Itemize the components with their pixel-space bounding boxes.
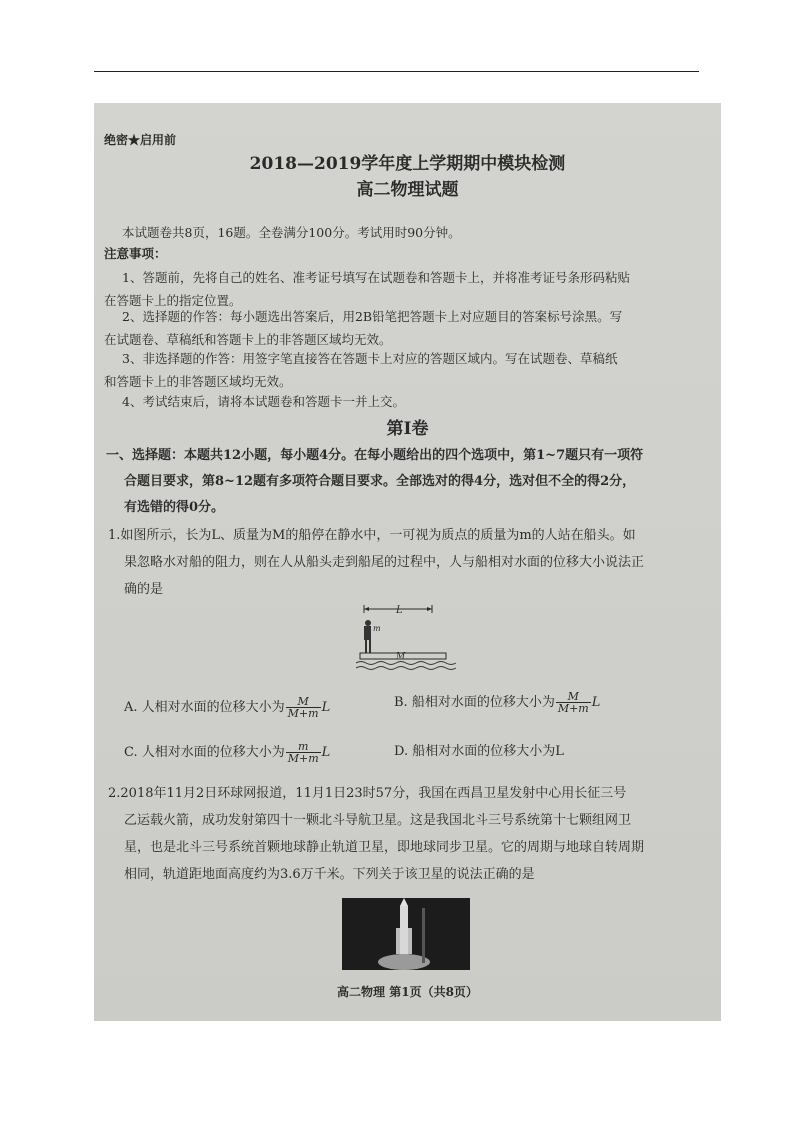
- section-title: 第Ⅰ卷: [386, 419, 429, 439]
- rocket-launch-photo: [342, 898, 470, 970]
- option-d: D. 船相对水面的位移大小为L: [394, 744, 564, 759]
- section-instruction-line-2: 合题目要求，第8~12题有多项符合题目要求。全部选对的得4分，选对但不全的得2分，: [124, 474, 636, 489]
- page-footer: 高二物理 第1页（共8页）: [337, 985, 478, 999]
- summary-text: 本试题卷共8页，16题。全卷满分100分。考试用时90分钟。: [122, 225, 461, 240]
- section-instruction-line-1: 一、选择题：本题共12小题，每小题4分。在每小题给出的四个选项中，第1~7题只有一项符: [106, 448, 644, 463]
- option-a: A. 人相对水面的位移大小为 $\frac{M}{M+m}$ L: [124, 695, 331, 720]
- note-4: 4、考试结束后，请将本试题卷和答题卡一并上交。: [122, 394, 405, 409]
- secret-label: 绝密★启用前: [104, 133, 177, 147]
- question-1-line-2: 果忽略水对船的阻力，则在人从船头走到船尾的过程中，人与船相对水面的位移大小说法正: [124, 555, 645, 570]
- section-instruction-line-3: 有选错的得0分。: [124, 500, 225, 515]
- exam-subtitle: 高二物理试题: [356, 180, 459, 200]
- boat-label: M: [396, 652, 406, 662]
- option-b: B. 船相对水面的位移大小为 $\frac{M}{M+m}$ L: [394, 690, 601, 715]
- exam-title: 2018—2019学年度上学期期中模块检测: [249, 154, 566, 174]
- option-c: C. 人相对水面的位移大小为 $\frac{m}{M+m}$ L: [124, 740, 331, 765]
- boat-figure: [356, 603, 476, 673]
- note-2-line-2: 在试题卷、草稿纸和答题卡上的非答题区域均无效。: [104, 332, 392, 347]
- exam-paper-photo: [94, 103, 721, 1021]
- length-label: L: [396, 605, 403, 616]
- note-1-line-2: 在答题卡上的指定位置。: [104, 293, 242, 308]
- top-rule: [94, 71, 699, 72]
- person-label: m: [373, 624, 381, 633]
- question-1-line-1: 1.如图所示，长为L、质量为M的船停在静水中，一可视为质点的质量为m的人站在船头。如: [108, 528, 636, 543]
- note-1-line-1: 1、答题前，先将自己的姓名、准考证号填写在试题卷和答题卡上，并将准考证号条形码粘贴: [122, 270, 630, 285]
- note-3-line-2: 和答题卡上的非答题区域均无效。: [104, 374, 292, 389]
- question-2-line-3: 星，也是北斗三号系统首颗地球静止轨道卫星，即地球同步卫星。它的周期与地球自转周期: [124, 840, 645, 855]
- question-2-line-2: 乙运载火箭，成功发射第四十一颗北斗导航卫星。这是我国北斗三号系统第十七颗组网卫: [124, 813, 632, 828]
- question-2-line-1: 2.2018年11月2日环球网报道，11月1日23时57分，我国在西昌卫星发射中心用长征三号: [108, 786, 627, 801]
- question-1-line-3: 确的是: [124, 582, 164, 597]
- note-2-line-1: 2、选择题的作答：每小题选出答案后，用2B铅笔把答题卡上对应题目的答案标号涂黑。写: [122, 309, 623, 324]
- note-3-line-1: 3、非选择题的作答：用签字笔直接答在答题卡上对应的答题区域内。写在试题卷、草稿纸: [122, 351, 618, 366]
- question-2-line-4: 相同，轨道距地面高度约为3.6万千米。下列关于该卫星的说法正确的是: [124, 867, 535, 882]
- notes-heading: 注意事项：: [104, 246, 167, 261]
